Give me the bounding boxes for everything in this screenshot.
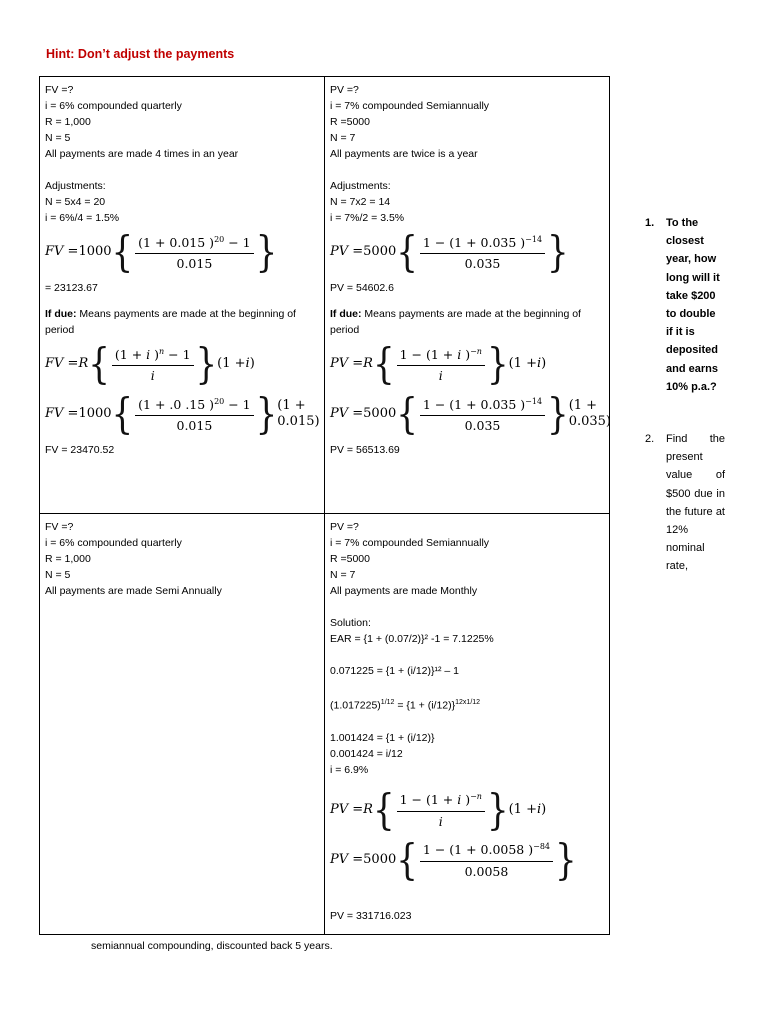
bl-line: All payments are made Semi Annually [45, 585, 222, 597]
tl-fv-due-general: FV = R { $\frac{(1 + i )^n - 1}{i}$ } (1 + i ) [45, 339, 255, 389]
q1-text: To the closest year, how long will it take $200 to double if it is deposited and earns 10% p.a.? [666, 217, 720, 393]
problem-table [39, 76, 610, 935]
br-ear-line: EAR = {1 + (0.07/2)}² -1 = 7.1225% [330, 633, 494, 645]
br-eq2: $(1.017225)^{1/12} = \{1 + (i/12)\}^{12x1/12}$ [330, 699, 481, 712]
hint-heading: Hint: Don’t adjust the payments [46, 47, 235, 61]
tl-line: R = 1,000 [45, 116, 91, 128]
cell-bottom-left [40, 514, 325, 935]
br-solution-title: Solution: [330, 617, 371, 629]
br-pv-formula: PV =5000 { $\frac{1 - (1 + 0.0058 )^{-84}}{0.0058}$ } [330, 834, 577, 885]
tr-final: PV = 56513.69 [330, 444, 400, 456]
bl-line: R = 1,000 [45, 553, 91, 565]
br-eq1: 0.071225 = {1 + (i/12)}¹² – 1 [330, 665, 460, 677]
br-eq3: 1.001424 = {1 + (i/12)} [330, 731, 435, 744]
tr-line: PV =? [330, 84, 359, 96]
br-line: R =5000 [330, 553, 370, 565]
tl-line: All payments are made 4 times in an year [45, 148, 239, 160]
tr-adjustments-title: Adjustments: [330, 180, 391, 192]
tl-line: i = 6% compounded quarterly [45, 100, 182, 112]
q2-text: Find the present value of $500 due in the future at 12% nominal rate, [666, 433, 725, 573]
br-line: PV =? [330, 521, 359, 533]
tr-pv-formula: PV =5000 { $\frac{1 - (1 + 0.035 )^{-14}}{0.035}$ } [330, 227, 569, 277]
cell-top-right [325, 77, 610, 514]
bl-line: i = 6% compounded quarterly [45, 537, 182, 549]
tr-line: R =5000 [330, 116, 370, 128]
bl-line: N = 5 [45, 569, 71, 581]
tr-pv-due-formula: PV =5000 { $\frac{1 - (1 + 0.035 )^{-14}}{0.035}$ } (1 + 0.035) [330, 389, 611, 439]
tl-adjustments-title: Adjustments: [45, 180, 106, 192]
q1-number: 1. [645, 217, 655, 229]
cell-top-left [40, 77, 325, 514]
tr-adj-line: i = 7%/2 = 3.5% [330, 212, 405, 224]
br-final: PV = 331716.023 [330, 909, 412, 922]
tl-adj-line: N = 5x4 = 20 [45, 196, 106, 208]
tr-adj-line: N = 7x2 = 14 [330, 196, 391, 208]
tl-line: N = 5 [45, 132, 71, 144]
side-question-1 [645, 214, 725, 396]
tl-adj-line: i = 6%/4 = 1.5% [45, 212, 120, 224]
tl-if-due: If due: Means payments are made at the beginning of period [45, 308, 296, 336]
br-line: All payments are made Monthly [330, 585, 478, 597]
q2-number: 2. [645, 433, 655, 445]
tl-line: FV =? [45, 84, 74, 96]
tl-result: = 23123.67 [45, 282, 98, 294]
br-line: i = 7% compounded Semiannually [330, 537, 490, 549]
tr-pv-due-general: PV = R { $\frac{1 - (1 + i )^{-n}}{i}$ } (1 + i ) [330, 339, 547, 389]
tl-fv-formula: FV =1000 { $\frac{(1 + 0.015 )^{20} - 1}{0.015}$ } [45, 227, 278, 277]
tr-line: All payments are twice is a year [330, 148, 478, 160]
tl-final: FV = 23470.52 [45, 444, 115, 456]
br-eq4: 0.001424 = i/12 [330, 747, 403, 760]
cell-bottom-right [325, 514, 610, 935]
tr-line: N = 7 [330, 132, 356, 144]
side-question-2 [645, 430, 725, 576]
br-pv-general: PV = R { $\frac{1 - (1 + i )^{-n}}{i}$ } (1 + i ) [330, 784, 547, 835]
tl-fv-due-formula: FV =1000 { $\frac{(1 + .0 .15 )^{20} - 1}{0.015}$ } (1 + 0.015) [45, 389, 320, 439]
tr-if-due: If due: Means payments are made at the beginning of period [330, 308, 581, 336]
tr-line: i = 7% compounded Semiannually [330, 100, 490, 112]
tr-result: PV = 54602.6 [330, 282, 394, 294]
footer-text: semiannual compounding, discounted back 5 years. [91, 940, 333, 952]
br-eq5: i = 6.9% [330, 763, 369, 776]
br-line: N = 7 [330, 569, 356, 581]
bl-line: FV =? [45, 521, 74, 533]
